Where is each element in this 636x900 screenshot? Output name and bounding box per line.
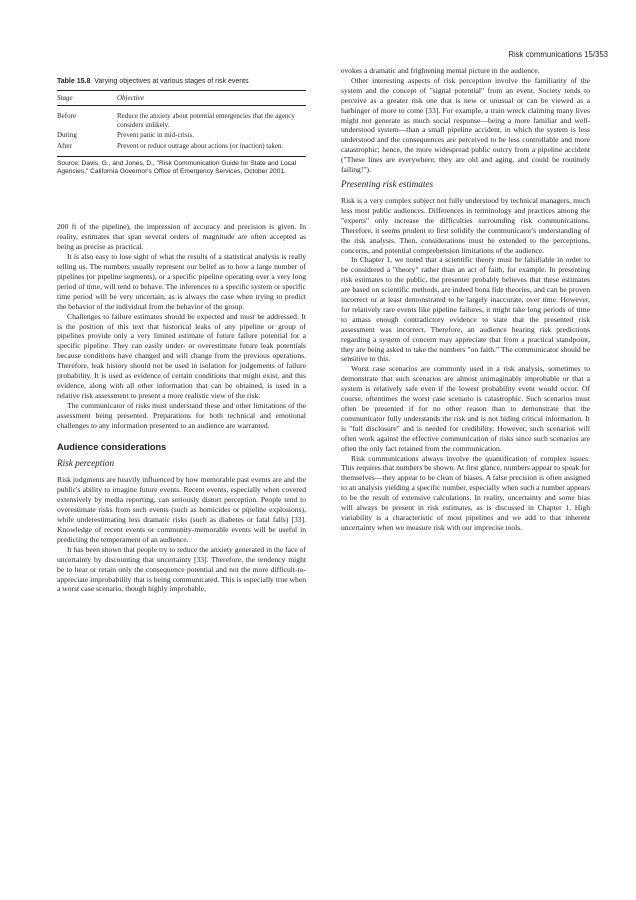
table-caption bbox=[57, 78, 306, 85]
table-cell-objective: Prevent or reduce outrage about actions (or inaction) taken. bbox=[117, 141, 284, 150]
table-row bbox=[57, 106, 306, 130]
body-paragraph: It is also easy to lose sight of what the results of a statistical analysis is really telling us. The numbers usually represent our belief as to how a large number of pipelines (or pipeline segments), or a specific pipeline operating over a very long period of time, will tend to behave. The inferences to a specific system or specific time period will be very uncertain, as is always the case when trying to predict the behavior of the individual from the behavior of the group. bbox=[57, 252, 306, 311]
body-paragraph: Risk judgments are heavily influenced by how memorable past events are and the public's ability to imagine future events. Recent events, especially when covered extensively by media reporting, can seriously distort perception. People tend to overestimate risks from such events (such as homicides or pipeline explosions), while underestimating less dramatic risks (such as diabetes or fatal falls) [33]. Knowledge of recent events or community-memorable events will be useful in predicting the temperament of an audience. bbox=[57, 475, 306, 544]
running-head: Risk communications 15/353 bbox=[508, 50, 608, 59]
table-title: Varying objectives at various stages of risk events bbox=[94, 78, 249, 85]
body-paragraph: It has been shown that people try to reduce the anxiety generated in the face of uncertainty by discounting that uncertainty [33]. Therefore, the tendency might be to hear or retain only the consequence potential and not the more difficult-to-appreciate improbability that is being communicated. This is especially true when a worst case scenario, though highly improbable, bbox=[57, 544, 306, 594]
right-column bbox=[341, 66, 590, 533]
body-paragraph: In Chapter 1, we noted that a scientific theory must be falsifiable in order to be considered a "theory" rather than an act of faith, for example. In presenting risk estimates to the public, the presenter probably believes that these estimates are based on scientific methods, are indeed bona fide theories, and can be proven incorrect or at least demonstrated to be largely inaccurate, over time. However, for relatively rare events like pipeline failures, it might take long periods of time to amass enough contradictory evidence to state that the presented risk assessment was incorrect. Therefore, an audience hearing risk predictions regarding a system of concern may appreciate that from a practical standpoint, they are being asked to take the numbers "on faith." The communicator should be sensitive to this. bbox=[341, 255, 590, 364]
subheading-presenting-risk-estimates: Presenting risk estimates bbox=[341, 178, 434, 189]
table-row bbox=[57, 130, 306, 140]
body-paragraph: Challenges to failure estimates should be expected and must be addressed. It is the position of this text that historical leaks of any pipeline or group of pipelines provide only a very limited estimate of future failure potential for a specific pipeline. They can easily under- or overestimate future leak potentials because conditions have changed and will change from the previous operations. Therefore, leak history should not be used in isolation for judgements of failure probability. It is used as evidence of certain conditions that might exist, and this evidence, along with all other information that can be obtained, is used in a relative risk assessment to present a more realistic view of the risk. bbox=[57, 311, 306, 400]
table-cell-stage: Before bbox=[57, 112, 77, 121]
left-column bbox=[57, 66, 306, 594]
body-paragraph: evokes a dramatic and frightening mental picture in the audience. bbox=[341, 66, 540, 75]
table-header-objective: Objective bbox=[117, 91, 306, 106]
body-paragraph: Other interesting aspects of risk perception involve the familiarity of the system and the concept of "signal potential" from an event. Society tends to perceive as a greater risk one that is new or unusual or can be viewed as a harbinger of more to come [33]. For example, a train wreck claiming many lives might not generate as much social response—being a more familiar and well-understood system—than a small pipeline accident, in which the system is less understood and the consequences are perceived to be less controllable and more catastrophic; hence, the more widespread public outcry from a pipeline accident ("These lines are everywhere, they are old and aging, and could be routinely failing!"). bbox=[341, 75, 590, 175]
section-heading: Audience considerations bbox=[57, 442, 167, 453]
objectives-table bbox=[57, 90, 306, 151]
table-cell-objective: Prevent panic in mid-crisis. bbox=[117, 131, 194, 140]
table-header-stage: Stage bbox=[57, 91, 117, 106]
table-label: Table 15.8 bbox=[57, 78, 91, 85]
table-row bbox=[57, 141, 306, 151]
body-paragraph: Risk communications always involve the quantification of complex issues. This requires that numbers be shown. At first glance, numbers appear to speak for themselves—they appear to be clean of biases. A false precision is often assigned to an analysis yielding a specific number, especially when such a number appears to be the result of extensive calculations. In reality, uncertainty and some bias will always be present in risk estimates, as is discussed in Chapter 1. High variability is a characteristic of most pipelines and we add to that inherent uncertainty when we measure risk with our imprecise tools. bbox=[341, 453, 590, 532]
body-paragraph: 200 ft of the pipeline), the impression of accuracy and precision is given. In reality, estimates that span several orders of magnitude are often accepted as being as precise as practical. bbox=[57, 222, 306, 252]
table-cell-objective: Reduce the anxiety about potential emergencies that the agency considers unlikely. bbox=[117, 112, 295, 129]
body-paragraph: Worst case scenarios are commonly used in a risk analysis, sometimes to demonstrate that such scenarios are almost unimaginably improbable or that a system is relatively safe even if the lowest probability event would occur. Of course, oftentimes the worst case scenario is catastrophic. Such scenarios must often be presented if for no other reason than to demonstrate that the communicator fully understands the risk and is not hiding critical information. It is "full disclosure" and is needed for credibility. However, such scenarios will often work against the effective communication of risks since such scenarios are often the only fact retained from the communication. bbox=[341, 364, 590, 453]
table-source: Source: Davis, G., and Jones, D., "Risk Communication Guide for State and Local Agencies," California Governor's Office of Emergency Services, October 2001. bbox=[57, 156, 306, 176]
spacer bbox=[57, 176, 306, 222]
body-paragraph: Risk is a very complex subject not fully understood by technical managers, much less most public audiences. Differences in terminology and practices among the "experts" only increase the difficulties surrounding risk communications. Therefore, it seems prudent to first solidify the communicator's understanding of the risk analysis. Then, considerations must be extended to the perceptions, concerns, and potential comprehension limitations of the audience. bbox=[341, 195, 590, 255]
table-cell-stage: During bbox=[57, 131, 77, 140]
table-cell-stage: After bbox=[57, 141, 72, 150]
body-paragraph: The communicator of risks must understand these and other limitations of the assessment being presented. Preparations for both technical and emotional challenges to any information presented to an audience are warranted. bbox=[57, 400, 306, 430]
subheading-risk-perception: Risk perception bbox=[57, 458, 115, 469]
